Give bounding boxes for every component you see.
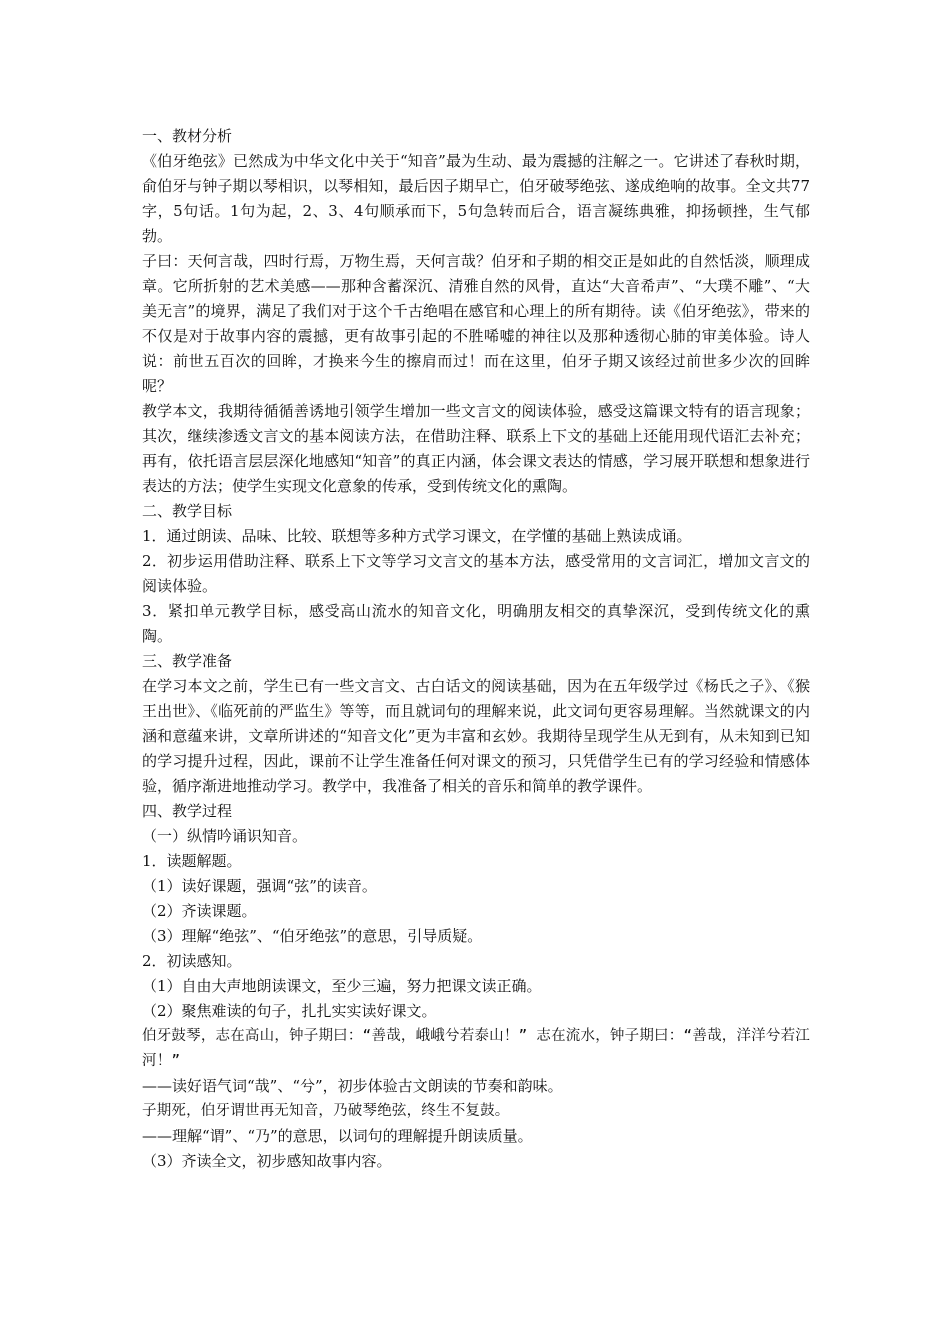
step-heading-2: 2．初读感知。	[142, 952, 242, 970]
section-heading-goals: 二、教学目标	[142, 502, 233, 520]
subsection-heading-1: （一）纵情吟诵识知音。	[142, 827, 308, 845]
section-heading-analysis: 一、教材分析	[142, 127, 233, 145]
section-heading-process: 四、教学过程	[142, 802, 233, 820]
goal-item-3: 3．紧扣单元教学目标，感受高山流水的知音文化，明确朋友相交的真挚深沉，受到传统文化的熏陶。	[142, 602, 810, 645]
section-heading-preparation: 三、教学准备	[142, 652, 233, 670]
paragraph-analysis-1: 《伯牙绝弦》已然成为中华文化中关于“知音”最为生动、最为震撼的注解之一。它讲述了春秋时期，俞伯牙与钟子期以琴相识，以琴相知，最后因子期早亡，伯牙破琴绝弦、遂成绝响的故事。全文共77字，5句话。1句为起，2、3、4句顺承而下，5句急转而后合，语言凝练典雅，抑扬顿挫，生气郁勃。	[142, 152, 810, 245]
reading-note-2: ——理解“谓”、“乃”的意思，以词句的理解提升朗读质量。	[142, 1127, 533, 1145]
step2-item-1: （1）自由大声地朗读课文，至少三遍，努力把课文读正确。	[142, 977, 542, 995]
step-heading-1: 1．读题解题。	[142, 852, 242, 870]
goal-item-2: 2．初步运用借助注释、联系上下文等学习文言文的基本方法，感受常用的文言词汇，增加文言文的阅读体验。	[142, 552, 810, 595]
reading-note-1: ——读好语气词“哉”、“兮”，初步体验古文朗读的节奏和韵味。	[142, 1077, 563, 1095]
step2-item-2: （2）聚焦难读的句子，扎扎实实读好课文。	[142, 1002, 437, 1020]
step2-item-3: （3）齐读全文，初步感知故事内容。	[142, 1152, 392, 1170]
step1-item-2: （2）齐读课题。	[142, 902, 257, 920]
paragraph-analysis-2: 子曰：天何言哉，四时行焉，万物生焉，天何言哉？伯牙和子期的相交正是如此的自然恬淡，顺理成章。它所折射的艺术美感——那种含蓄深沉、清雅自然的风骨，直达“大音希声”、“大璞不雕”、“大美无言”的境界，满足了我们对于这个千古绝唱在感官和心理上的所有期待。读《伯牙绝弦》，带来的不仅是对于故事内容的震撼，更有故事引起的不胜唏嘘的神往以及那种透彻心肺的审美体验。诗人说：前世五百次的回眸，才换来今生的擦肩而过！而在这里，伯牙子期又该经过前世多少次的回眸呢？	[142, 252, 810, 395]
step1-item-1: （1）读好课题，强调“弦”的读音。	[142, 877, 377, 895]
paragraph-preparation: 在学习本文之前，学生已有一些文言文、古白话文的阅读基础，因为在五年级学过《杨氏之子》、《猴王出世》、《临死前的严监生》等等，而且就词句的理解来说，此文词句更容易理解。当然就课文的内涵和意蕴来讲，文章所讲述的“知音文化”更为丰富和玄妙。我期待呈现学生从无到有，从未知到已知的学习提升过程，因此，课前不让学生准备任何对课文的预习，只凭借学生已有的学习经验和情感体验，循序渐进地推动学习。教学中，我准备了相关的音乐和简单的教学课件。	[142, 677, 810, 795]
paragraph-analysis-3: 教学本文，我期待循循善诱地引领学生增加一些文言文的阅读体验，感受这篇课文特有的语言现象；其次，继续渗透文言文的基本阅读方法，在借助注释、联系上下文的基础上还能用现代语汇去补充；再有，依托语言层层深化地感知“知音”的真正内涵，体会课文表达的情感，学习展开联想和想象进行表达的方法；使学生实现文化意象的传承，受到传统文化的熏陶。	[142, 402, 810, 495]
goal-item-1: 1．通过朗读、品味、比较、联想等多种方式学习课文，在学懂的基础上熟读成诵。	[142, 527, 692, 545]
classical-quote-1: 伯牙鼓琴，志在高山，钟子期曰：“善哉，峨峨兮若泰山！” 志在流水，钟子期曰：“善哉，洋洋兮若江河！”	[142, 1028, 810, 1069]
step1-item-3: （3）理解“绝弦”、“伯牙绝弦”的意思，引导质疑。	[142, 927, 483, 945]
classical-quote-2: 子期死，伯牙谓世再无知音，乃破琴绝弦，终生不复鼓。	[142, 1103, 510, 1119]
